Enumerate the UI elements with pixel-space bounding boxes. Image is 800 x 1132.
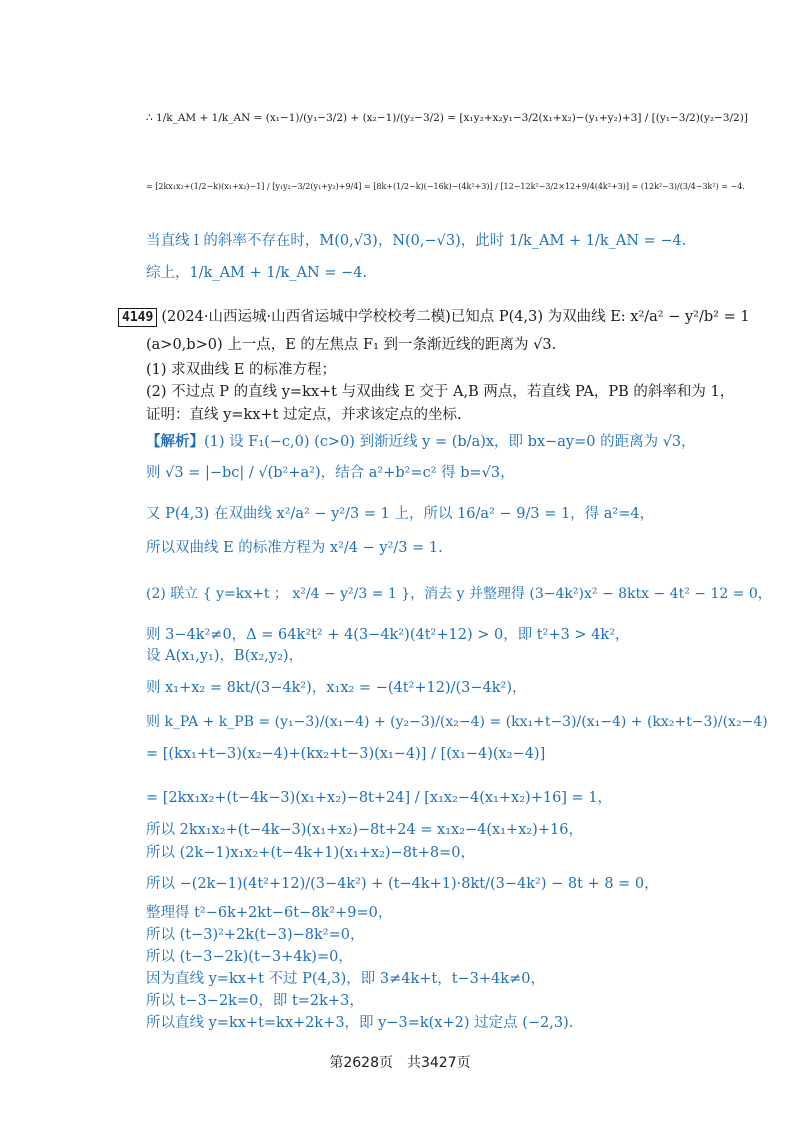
solution-line-10: = [(kx₁+t−3)(x₂−4)+(kx₂+t−3)(x₁−4)] / [(x₁−4)(x₂−4)] [146, 746, 546, 762]
solution-line-19: 所以 t−3−2k=0，即 t=2k+3， [146, 993, 364, 1009]
solution-line-2: 则 √3 = |−bc| / √(b²+a²)，结合 a²+b²=c² 得 b=√3， [146, 465, 515, 481]
solution-line-4: 所以双曲线 E 的标准方程为 x²/4 − y²/3 = 1. [146, 540, 443, 556]
solution-line-18: 因为直线 y=kx+t 不过 P(4,3)，即 3≠4k+t，t−3+4k≠0， [146, 971, 545, 987]
solution-text-1: (1) 设 F₁(−c,0) (c>0) 到渐近线 y = (b/a)x，即 bx−ay=0 的距离为 √3， [204, 434, 696, 450]
problem-question-2: (2) 不过点 P 的直线 y=kx+t 与双曲线 E 交于 A,B 两点，若直线 PA，PB 的斜率和为 1， [146, 384, 735, 400]
solution-line-20: 所以直线 y=kx+t=kx+2k+3，即 y−3=k(x+2) 过定点 (−2,3). [146, 1015, 574, 1031]
solution-line-12: 所以 2kx₁x₂+(t−4k−3)(x₁+x₂)−8t+24 = x₁x₂−4(x₁+x₂)+16， [146, 822, 583, 838]
continuation-line-1: ∴ 1/k_AM + 1/k_AN = (x₁−1)/(y₁−3/2) + (x₂−1)/(y₂−3/2) = [x₁y₂+x₂y₁−3/2(x₁+x₂)−(y₁+y₂)+3] / [(y₁−3/2)(y₂−3/2)] [146, 112, 748, 124]
solution-line-6: 则 3−4k²≠0，Δ = 64k²t² + 4(3−4k²)(4t²+12) > 0，即 t²+3 > 4k²， [146, 627, 630, 643]
solution-line-8: 则 x₁+x₂ = 8kt/(3−4k²)，x₁x₂ = −(4t²+12)/(3−4k²)， [146, 680, 527, 696]
solution-line-7: 设 A(x₁,y₁)，B(x₂,y₂)， [146, 648, 304, 664]
problem-question-2-cont: 证明：直线 y=kx+t 过定点，并求该定点的坐标. [146, 407, 462, 423]
solution-line-3: 又 P(4,3) 在双曲线 x²/a² − y²/3 = 1 上，所以 16/a² − 9/3 = 1，得 a²=4， [146, 506, 655, 522]
solution-line-14: 所以 −(2k−1)(4t²+12)/(3−4k²) + (t−4k+1)·8kt/(3−4k²) − 8t + 8 = 0， [146, 876, 659, 892]
continuation-line-2: = [2kx₁x₂+(1/2−k)(x₁+x₂)−1] / [y₁y₂−3/2(y₁+y₂)+9/4] = [8k+(1/2−k)(−16k)−(4k²+3)] / [12−12k²−3/2×12+9/4(4k²+3)] = (12k²−3)/(3/4−3k²) = −4. [146, 182, 745, 191]
solution-line-16: 所以 (t−3)²+2k(t−3)−8k²=0， [146, 927, 365, 943]
problem-number-badge: 4149 [118, 308, 157, 327]
solution-label: 【解析】 [146, 433, 204, 450]
solution-line-9: 则 k_PA + k_PB = (y₁−3)/(x₁−4) + (y₂−3)/(x₂−4) = (kx₁+t−3)/(x₁−4) + (kx₂+t−3)/(x₂−4) [146, 714, 768, 730]
problem-question-1: (1) 求双曲线 E 的标准方程； [146, 362, 336, 378]
problem-text-1: (2024·山西运城·山西省运城中学校校考二模)已知点 P(4,3) 为双曲线 E: x²/a² − y²/b² = 1 [161, 309, 750, 325]
solution-line-17: 所以 (t−3−2k)(t−3+4k)=0， [146, 949, 353, 965]
solution-line-5: (2) 联立 { y=kx+t ； x²/4 − y²/3 = 1 }，消去 y 并整理得 (3−4k²)x² − 8ktx − 4t² − 12 = 0， [146, 586, 772, 602]
solution-line-15: 整理得 t²−6k+2kt−6t−8k²+9=0， [146, 905, 393, 921]
problem-statement-line-1 [118, 308, 750, 327]
page-footer: 第2628页 共3427页 [329, 1055, 471, 1071]
continuation-line-4: 综上，1/k_AM + 1/k_AN = −4. [146, 265, 367, 281]
solution-line-11: = [2kx₁x₂+(t−4k−3)(x₁+x₂)−8t+24] / [x₁x₂−4(x₁+x₂)+16] = 1， [146, 790, 613, 806]
problem-statement-line-2: (a>0,b>0) 上一点，E 的左焦点 F₁ 到一条渐近线的距离为 √3. [146, 337, 557, 353]
solution-line-1 [146, 433, 696, 451]
solution-line-13: 所以 (2k−1)x₁x₂+(t−4k+1)(x₁+x₂)−8t+8=0， [146, 845, 476, 861]
continuation-line-3: 当直线 l 的斜率不存在时，M(0,√3)，N(0,−√3)，此时 1/k_AM + 1/k_AN = −4. [146, 233, 687, 249]
